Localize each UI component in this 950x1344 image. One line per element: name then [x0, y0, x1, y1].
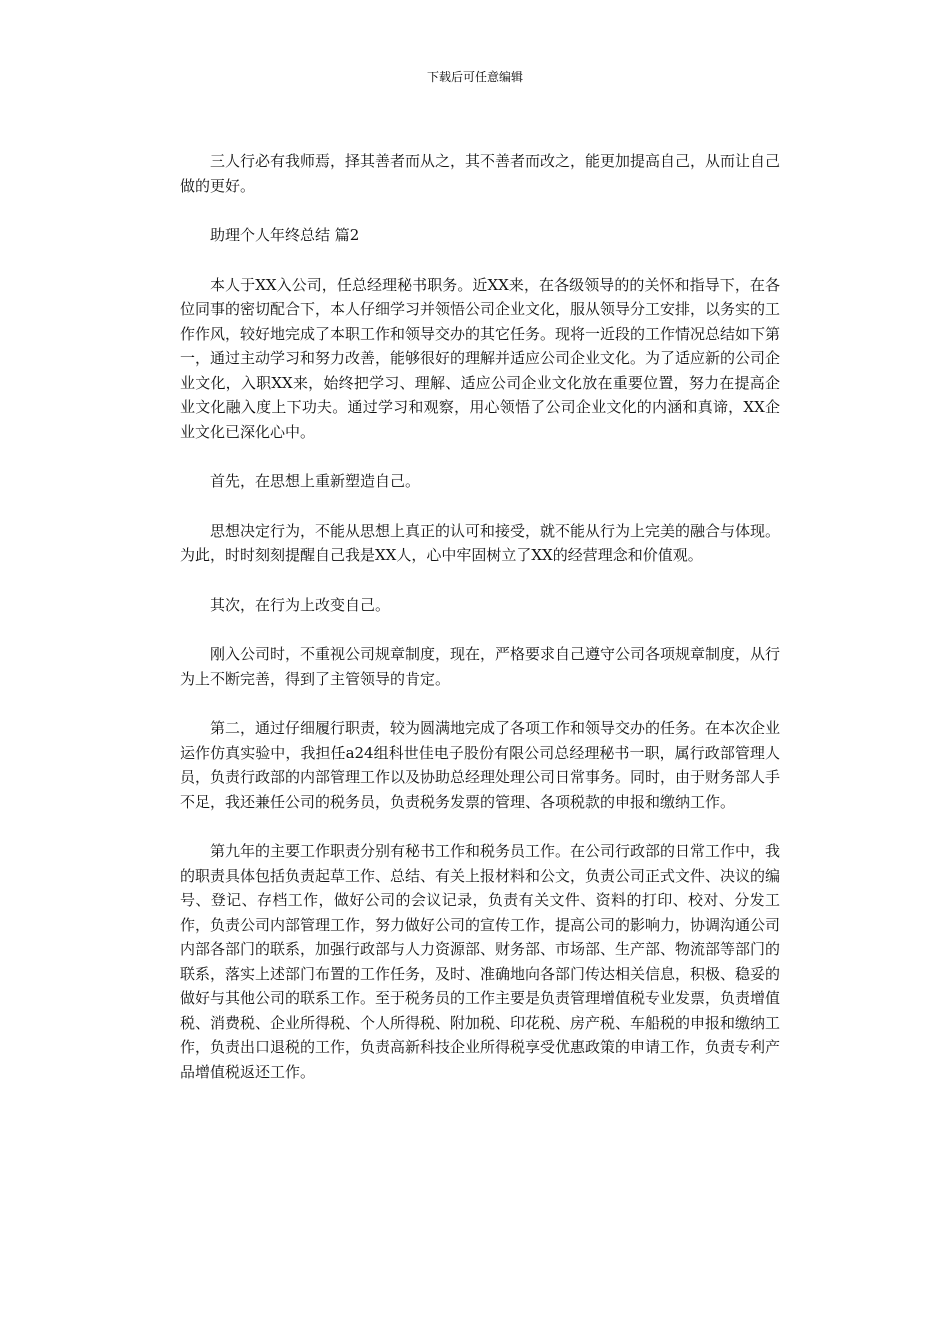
paragraph-thinking: 思想决定行为，不能从思想上真正的认可和接受，就不能从行为上完美的融合与体现。为此，时时刻刻提醒自己我是XX人，心中牢固树立了XX的经营理念和价值观。 — [180, 521, 781, 564]
paragraph-behavior: 刚入公司时，不重视公司规章制度，现在，严格要求自己遵守公司各项规章制度，从行为上不断完善，得到了主管领导的肯定。 — [180, 645, 781, 688]
paragraph-intro: 三人行必有我师焉，择其善者而从之，其不善者而改之，能更加提高自己，从而让自己做的更好。 — [180, 152, 781, 195]
section-heading: 助理个人年终总结 篇2 — [210, 226, 360, 244]
paragraph-overview: 本人于XX入公司，任总经理秘书职务。近XX来，在各级领导的的关怀和指导下，在各位同事的密切配合下，本人仔细学习并领悟公司企业文化，服从领导分工安排，以务实的工作作风，较好地完成了本职工作和领导交办的其它任务。现将一近段的工作情况总结如下第一，通过主动学习和努力改善，能够很好的理解并适应公司企业文化。为了适应新的公司企业文化，入职XX来，始终把学习、理解、适应公司企业文化放在重要位置，努力在提高企业文化融入度上下功夫。通过学习和观察，用心领悟了公司企业文化的内涵和真谛，XX企业文化已深化心中。 — [180, 275, 781, 441]
paragraph-duties: 第二，通过仔细履行职责，较为圆满地完成了各项工作和领导交办的任务。在本次企业运作仿真实验中，我担任a24组科世佳电子股份有限公司总经理秘书一职，属行政部管理人员，负责行政部的内部管理工作以及协助总经理处理公司日常事务。同时，由于财务部人手不足，我还兼任公司的税务员，负责税务发票的管理、各项税款的申报和缴纳工作。 — [180, 719, 781, 811]
paragraph-main-work: 第九年的主要工作职责分别有秘书工作和税务员工作。在公司行政部的日常工作中，我的职责具体包括负责起草工作、总结、有关上报材料和公文，负责公司正式文件、决议的编号、登记、存档工作，做好公司的会议记录，负责有关文件、资料的打印、校对、分发工作，负责公司内部管理工作，努力做好公司的宣传工作，提高公司的影响力，协调沟通公司内部各部门的联系，加强行政部与人力资源部、财务部、市场部、生产部、物流部等部门的联系，落实上述部门布置的工作任务，及时、准确地向各部门传达相关信息，积极、稳妥的做好与其他公司的联系工作。至于税务员的工作主要是负责管理增值税专业发票，负责增值税、消费税、企业所得税、个人所得税、附加税、印花税、房产税、车船税的申报和缴纳工作，负责出口退税的工作，负责高新科技企业所得税享受优惠政策的申请工作，负责专利产品增值税返还工作。 — [180, 842, 781, 1081]
document-body — [180, 149, 780, 1109]
paragraph-first-point: 首先，在思想上重新塑造自己。 — [210, 472, 421, 490]
page-header: 下载后可任意编辑 — [426, 70, 523, 84]
paragraph-second-point: 其次，在行为上改变自己。 — [210, 595, 391, 614]
